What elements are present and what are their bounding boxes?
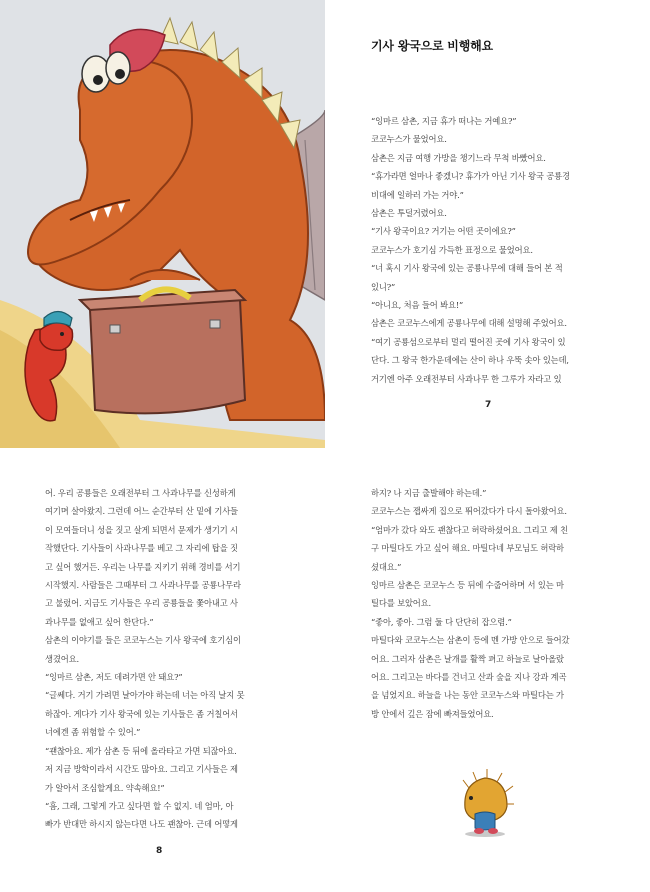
text-line: 마틸다와 코코누스는 삼촌이 등에 멘 가방 안으로 들어갔 bbox=[371, 635, 570, 646]
text-line: “여기 공룡섬으로부터 멀리 떨어진 곳에 기사 왕국이 있 bbox=[371, 336, 566, 347]
text-line: 코코누스는 잽싸게 집으로 뛰어갔다가 다시 돌아왔어요. bbox=[371, 506, 567, 517]
text-line: 고 싶어 했거든. 우리는 나무를 지키기 위해 경비를 서기 bbox=[45, 561, 241, 572]
hedgehog-illustration bbox=[455, 768, 515, 838]
text-line: 이 모여들더니 성을 짓고 살게 되면서 문제가 생기기 시 bbox=[45, 524, 238, 535]
text-line: 삼촌은 투덜거렸어요. bbox=[371, 208, 447, 219]
text-line: 삼촌의 이야기를 들은 코코누스는 기사 왕국에 호기심이 bbox=[45, 635, 241, 646]
text-line: “기사 왕국이요? 거기는 어떤 곳이에요?” bbox=[371, 226, 516, 237]
text-line: “잉마르 삼촌, 지금 휴가 떠나는 거예요?” bbox=[371, 116, 517, 126]
page-number-8: 8 bbox=[156, 846, 163, 856]
text-line: 구 마틸다도 가고 싶어 해요. 마틸다네 부모님도 허락하 bbox=[371, 543, 564, 554]
text-line: 거기엔 아주 오래전부터 사과나무 한 그루가 자라고 있 bbox=[371, 373, 562, 384]
text-line: 틸다를 보았어요. bbox=[371, 598, 432, 609]
page8-right-text bbox=[371, 484, 623, 723]
page8-left-text bbox=[45, 484, 297, 834]
text-line: 고 불렀어. 지금도 기사들은 우리 공룡들을 쫓아내고 사 bbox=[45, 598, 238, 609]
page-number-7: 7 bbox=[485, 400, 492, 410]
text-line: 삼촌은 지금 여행 가방을 챙기느라 무척 바빴어요. bbox=[371, 152, 546, 163]
page7-text bbox=[371, 112, 623, 388]
text-line: 너에겐 좀 위험할 수 있어.” bbox=[45, 727, 141, 738]
text-line: 하지? 나 지금 출발해야 하는데.” bbox=[371, 488, 487, 498]
text-line: 단다. 그 왕국 한가운데에는 산이 하나 우뚝 솟아 있는데, bbox=[371, 355, 569, 366]
text-line: 코코누스가 호기심 가득한 표정으로 물었어요. bbox=[371, 244, 533, 255]
suitcase bbox=[80, 289, 245, 413]
text-line: 잉마르 삼촌은 코코누스 등 뒤에 수줍어하며 서 있는 마 bbox=[371, 580, 564, 591]
text-line: 작했단다. 기사들이 사과나무를 베고 그 자리에 탑을 짓 bbox=[45, 543, 238, 554]
text-line: 생겼어요. bbox=[45, 653, 79, 664]
text-line: “글쎄다. 거기 가려면 날아가야 하는데 너는 아직 날지 못 bbox=[45, 690, 245, 701]
chapter-title: 기사 왕국으로 비행해요 bbox=[371, 39, 493, 53]
dragon-eye-right bbox=[106, 52, 130, 84]
text-line: 여기며 살아왔지. 그런데 어느 순간부터 산 밑에 기사들 bbox=[45, 506, 238, 517]
dragon-eye-left bbox=[82, 56, 110, 92]
text-line: 방 안에서 깊은 잠에 빠져들었어요. bbox=[371, 708, 494, 719]
text-line: “잉마르 삼촌, 저도 데려가면 안 돼요?” bbox=[45, 672, 183, 683]
text-line: 비대에 일하러 가는 거야.” bbox=[371, 189, 464, 200]
text-line: 어. 우리 공룡들은 오래전부터 그 사과나무를 신성하게 bbox=[45, 488, 236, 498]
text-line: 저 지금 방학이라서 시간도 많아요. 그리고 기사들은 제 bbox=[45, 764, 238, 775]
text-line: 어요. 그러자 삼촌은 날개를 활짝 펴고 하늘로 날아올랐 bbox=[371, 653, 564, 664]
text-line: 과나무를 없애고 싶어 한단다.” bbox=[45, 616, 154, 627]
dragon-illustration bbox=[0, 0, 325, 448]
text-line: 을 넘었지요. 하늘을 나는 동안 코코누스와 마틸다는 가 bbox=[371, 690, 564, 701]
text-line: “아니요, 처음 들어 봐요!” bbox=[371, 300, 464, 311]
text-line: 빠가 반대만 하시지 않는다면 나도 괜찮아. 근데 어떻게 bbox=[45, 819, 238, 830]
text-line: “너 혹시 기사 왕국에 있는 공룡나무에 대해 들어 본 적 bbox=[371, 263, 563, 274]
text-line: 하잖아. 게다가 기사 왕국에 있는 기사들은 좀 거칠어서 bbox=[45, 708, 238, 719]
text-line: “엄마가 갔다 와도 괜찮다고 허락하셨어요. 그리고 제 친 bbox=[371, 524, 569, 535]
text-line: 가 알아서 조심할게요. 약속해요!” bbox=[45, 782, 165, 793]
text-line: 셨대요.” bbox=[371, 561, 402, 572]
text-line: 삼촌은 코코누스에게 공룡나무에 대해 설명해 주었어요. bbox=[371, 318, 567, 329]
text-line: 코코누스가 물었어요. bbox=[371, 134, 447, 145]
text-line: “흠, 그래, 그렇게 가고 싶다면 할 수 없지. 네 엄마, 아 bbox=[45, 800, 234, 811]
text-line: “괜찮아요. 제가 삼촌 등 뒤에 올라타고 가면 되잖아요. bbox=[45, 745, 237, 756]
text-line: 시작했지. 사람들은 그때부터 그 사과나무를 공룡나무라 bbox=[45, 580, 241, 591]
text-line: 있니?” bbox=[371, 281, 396, 292]
text-line: 어요. 그리고는 바다를 건너고 산과 숲을 지나 강과 계곡 bbox=[371, 672, 567, 683]
text-line: “휴가라면 얼마나 좋겠니? 휴가가 아닌 기사 왕국 공룡경 bbox=[371, 171, 570, 182]
text-line: “좋아, 좋아. 그럼 둘 다 단단히 잡으렴.” bbox=[371, 616, 512, 627]
